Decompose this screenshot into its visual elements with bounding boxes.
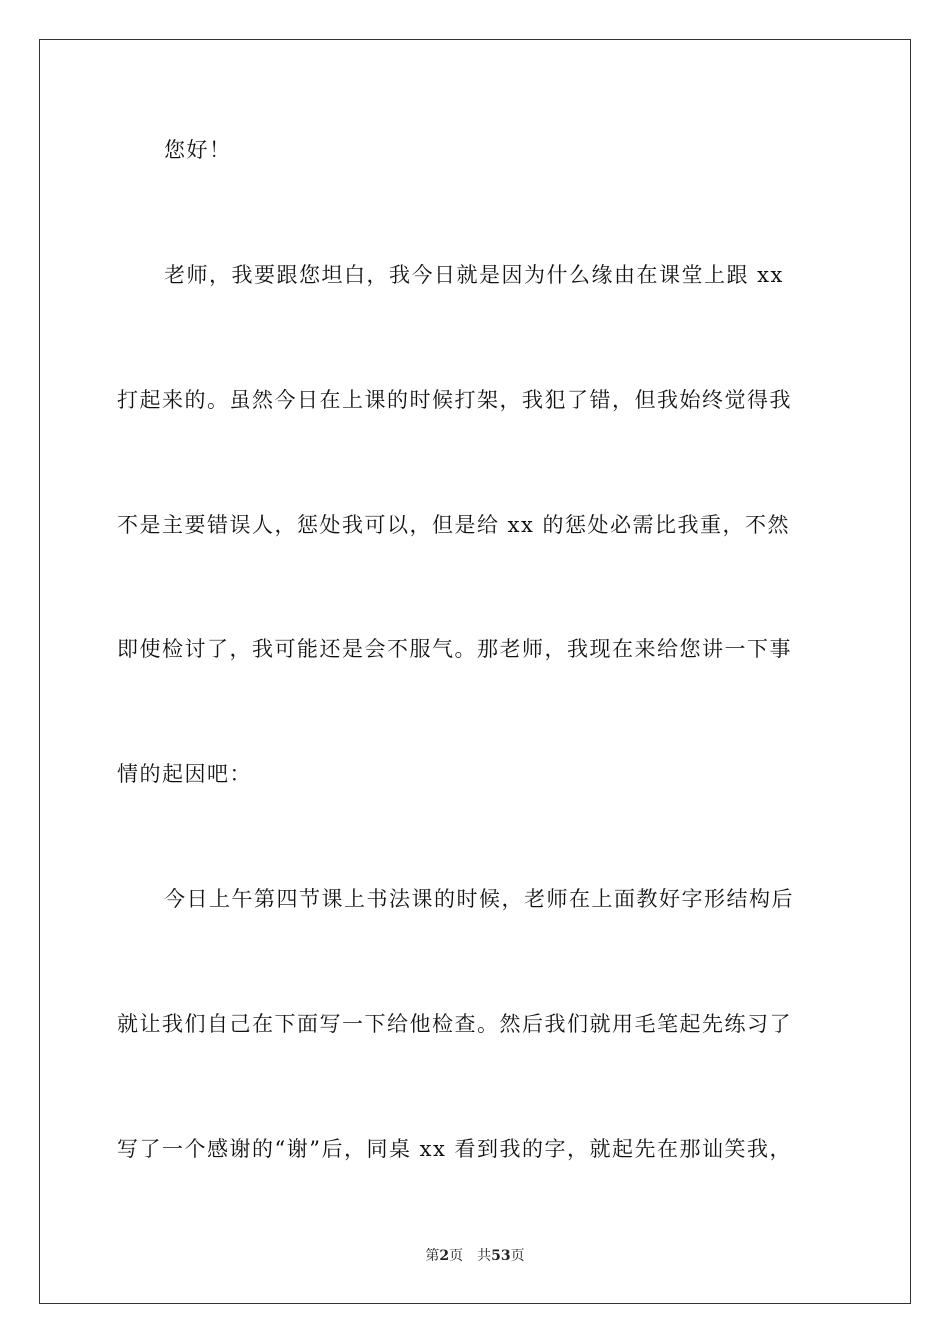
page-border	[39, 39, 911, 1304]
paragraph-line: 情的起因吧：	[117, 762, 252, 786]
paragraph-line: 就让我们自己在下面写一下给他检查。然后我们就用毛笔起先练习了	[117, 1012, 792, 1036]
total-pages: 53	[491, 1248, 511, 1264]
page-number: 2	[439, 1248, 450, 1264]
paragraph-line: 老师，我要跟您坦白，我今日就是因为什么缘由在课堂上跟 xx	[164, 263, 784, 287]
paragraph-line: 今日上午第四节课上书法课的时候，老师在上面教好字形结构后	[164, 887, 794, 911]
page-suffix: 页	[449, 1248, 464, 1264]
paragraph-line: 写了一个感谢的“谢”后，同桌 xx 看到我的字，就起先在那讪笑我，	[117, 1137, 793, 1161]
total-prefix: 共	[477, 1248, 492, 1264]
total-suffix: 页	[510, 1248, 525, 1264]
paragraph-line: 即使检讨了，我可能还是会不服气。那老师，我现在来给您讲一下事	[117, 637, 792, 661]
page-prefix: 第	[425, 1248, 440, 1264]
paragraph-line: 打起来的。虽然今日在上课的时候打架，我犯了错，但我始终觉得我	[117, 388, 792, 412]
greeting-line: 您好！	[164, 138, 232, 162]
page-footer	[0, 1246, 950, 1266]
paragraph-line: 不是主要错误人，惩处我可以，但是给 xx 的惩处必需比我重，不然	[117, 513, 791, 537]
